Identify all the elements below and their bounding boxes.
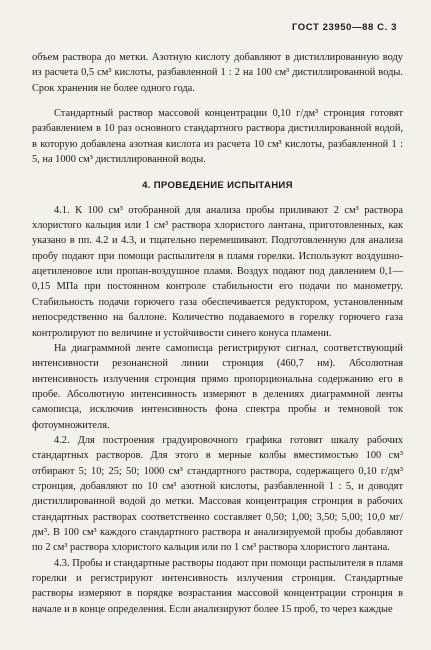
paragraph-4-3: 4.3. Пробы и стандартные растворы подают при помощи распылителя в пламя горелки и регистрируют интенсивность излучения стронция. Стандартные растворы измеряют в порядке возрастания массовой концентрации стронция в начале и в конце определения. Если анализируют более 15 проб, то через каждые: [32, 557, 403, 615]
document-body: [32, 50, 403, 617]
paragraph-standard-solution: Стандартный раствор массовой концентрации 0,10 г/дм³ стронция готовят разбавлением в 10 раз основного стандартного раствора дистиллированной водой, в которую добавлена азотная кислота из расчета 10 см³ кислоты, разбавленной 1 : 5, на 1000 см³ дистиллированной воды.: [32, 108, 403, 166]
paragraph-4-1: 4.1. К 100 см³ отобранной для анализа пробы приливают 2 см³ раствора хлористого кальция или 1 см³ раствора хлористого лантана, приготовленных, как указано в пп. 4.2 и 4.3, и тщательно перемешивают. Подготовленную для анализа пробу подают при помощи распылителя в пламя горелки. Используют воздушно-ацетиленовое или пропан-воздушное пламя. Воздух подают под давлением 0,1—0,15 МПа при постоянном контроле стабильности его подачи по манометру. Стабильность подачи горючего газа обеспечивается редуктором, установленным непосредственно на баллоне. Количество подаваемого в горелку горючего газа контролируют по величине и устойчивости синего конуса пламени.: [32, 204, 403, 339]
paragraph-4-1-continued: На диаграммной ленте самописца регистрируют сигнал, соответствующий интенсивности резонансной линии стронция (460,7 нм). Абсолютная интенсивность излучения стронция прямо пропорциональна содержанию его в пробе. Абсолютную интенсивность измеряют в делениях диаграммной ленты самописца, исключив интенсивность фона спектра пробы и темновой ток фотоумножителя.: [32, 342, 403, 431]
page-header: ГОСТ 23950—88 С. 3: [291, 22, 397, 33]
paragraph-continuation: объем раствора до метки. Азотную кислоту добавляют в дистиллированную воду из расчета 0,5 см³ кислоты, разбавленной 1 : 2 на 100 см³ дистиллированной воды. Срок хранения не более одного года.: [32, 52, 403, 94]
section-title: 4. ПРОВЕДЕНИЕ ИСПЫТАНИЯ: [142, 180, 293, 192]
paragraph-4-2: 4.2. Для построения градуировочного графика готовят шкалу рабочих стандартных растворов. Для этого в мерные колбы вместимостью 100 см³ отбирают 5; 10; 25; 50; 1000 см³ стандартного раствора, содержащего 0,10 г/дм³ стронция, добавляют по 10 см³ азотной кислоты, разбавленной 1 : 5, и доводят дистиллированной водой до метки. Массовая концентрация стронция в рабочих стандартных растворах соответственно составляет 0,50; 1,00; 3,50; 5,00; 10,0 мг/дм³. В 100 см³ каждого стандартного раствора и анализируемой пробы добавляют по 2 см³ раствора хлористого кальция или по 1 см³ раствора хлористого лантана.: [32, 434, 403, 554]
